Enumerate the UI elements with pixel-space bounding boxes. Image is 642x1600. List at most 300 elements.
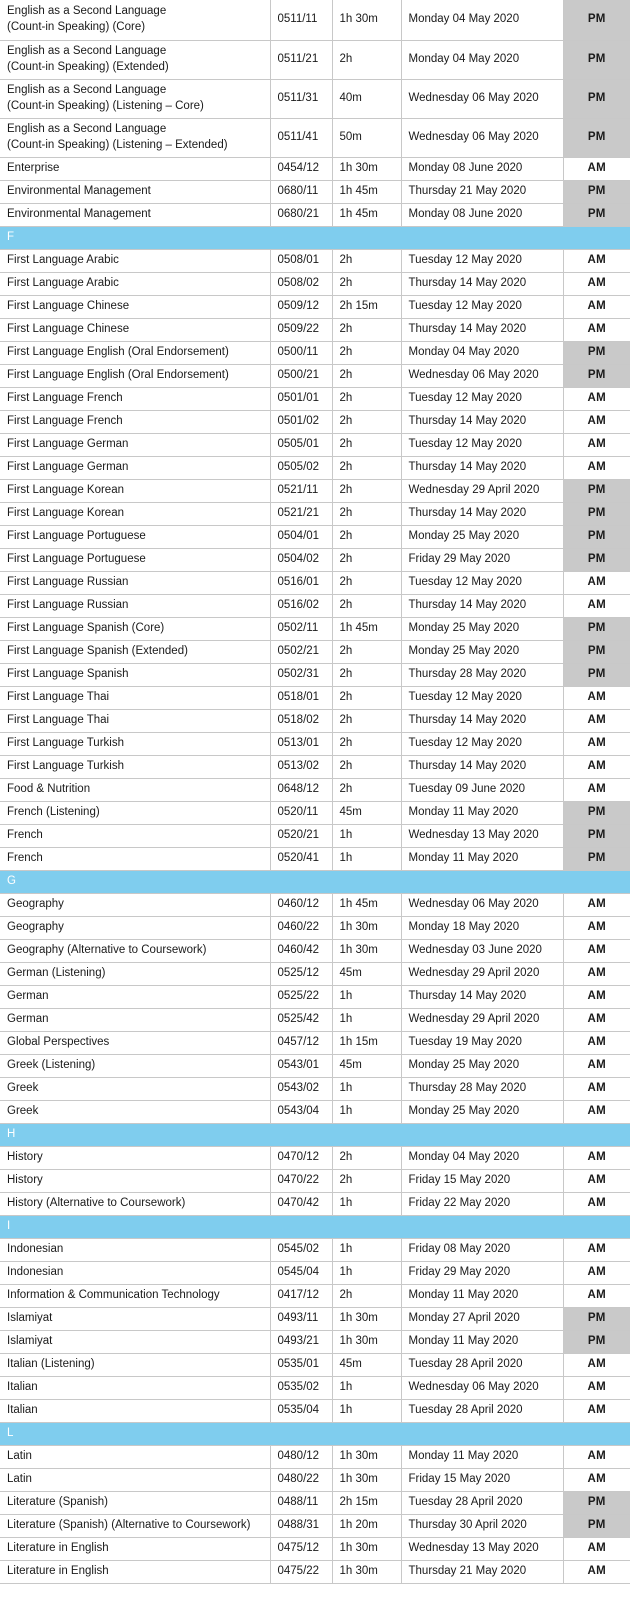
- date-cell: Thursday 14 May 2020: [401, 594, 563, 617]
- duration-cell: 45m: [332, 962, 401, 985]
- session-cell: AM: [563, 916, 630, 939]
- subject-cell: Islamiyat: [0, 1330, 270, 1353]
- session-cell: PM: [563, 0, 630, 40]
- section-letter: I: [0, 1215, 630, 1238]
- subject-cell: First Language Russian: [0, 594, 270, 617]
- session-cell: AM: [563, 433, 630, 456]
- table-row: [0, 1031, 630, 1054]
- table-row: [0, 916, 630, 939]
- subject-cell: Italian: [0, 1376, 270, 1399]
- date-cell: Tuesday 09 June 2020: [401, 778, 563, 801]
- subject-cell: First Language German: [0, 433, 270, 456]
- date-cell: Tuesday 12 May 2020: [401, 686, 563, 709]
- date-cell: Wednesday 06 May 2020: [401, 364, 563, 387]
- date-cell: Friday 15 May 2020: [401, 1169, 563, 1192]
- code-cell: 0648/12: [270, 778, 332, 801]
- session-cell: PM: [563, 525, 630, 548]
- section-header-g: [0, 870, 630, 893]
- date-cell: Wednesday 13 May 2020: [401, 824, 563, 847]
- duration-cell: 2h: [332, 1146, 401, 1169]
- session-cell: PM: [563, 1514, 630, 1537]
- table-row: [0, 1284, 630, 1307]
- table-row: [0, 157, 630, 180]
- date-cell: Friday 22 May 2020: [401, 1192, 563, 1215]
- session-cell: AM: [563, 985, 630, 1008]
- duration-cell: 1h 30m: [332, 939, 401, 962]
- date-cell: Tuesday 12 May 2020: [401, 295, 563, 318]
- code-cell: 0543/01: [270, 1054, 332, 1077]
- code-cell: 0504/02: [270, 548, 332, 571]
- code-cell: 0417/12: [270, 1284, 332, 1307]
- session-cell: AM: [563, 1192, 630, 1215]
- session-cell: PM: [563, 847, 630, 870]
- code-cell: 0460/12: [270, 893, 332, 916]
- code-cell: 0511/31: [270, 79, 332, 118]
- table-row: [0, 1054, 630, 1077]
- subject-cell: Geography: [0, 893, 270, 916]
- section-header-f: [0, 226, 630, 249]
- table-row: [0, 755, 630, 778]
- table-row: [0, 1353, 630, 1376]
- duration-cell: 2h: [332, 502, 401, 525]
- table-row: [0, 594, 630, 617]
- session-cell: AM: [563, 1537, 630, 1560]
- code-cell: 0535/04: [270, 1399, 332, 1422]
- subject-cell: English as a Second Language (Count-in Speaking) (Listening – Core): [0, 79, 270, 118]
- duration-cell: 1h: [332, 1376, 401, 1399]
- subject-cell: First Language Spanish (Core): [0, 617, 270, 640]
- duration-cell: 1h: [332, 824, 401, 847]
- session-cell: AM: [563, 410, 630, 433]
- duration-cell: 2h: [332, 433, 401, 456]
- subject-cell: French: [0, 847, 270, 870]
- duration-cell: 2h: [332, 732, 401, 755]
- duration-cell: 2h: [332, 479, 401, 502]
- session-cell: AM: [563, 1031, 630, 1054]
- duration-cell: 1h 30m: [332, 0, 401, 40]
- duration-cell: 1h 30m: [332, 1537, 401, 1560]
- table-row: [0, 118, 630, 157]
- code-cell: 0545/02: [270, 1238, 332, 1261]
- code-cell: 0511/11: [270, 0, 332, 40]
- code-cell: 0505/01: [270, 433, 332, 456]
- date-cell: Tuesday 12 May 2020: [401, 433, 563, 456]
- subject-cell: Italian: [0, 1399, 270, 1422]
- duration-cell: 1h: [332, 1100, 401, 1123]
- code-cell: 0460/22: [270, 916, 332, 939]
- table-row: [0, 847, 630, 870]
- date-cell: Friday 29 May 2020: [401, 1261, 563, 1284]
- code-cell: 0543/04: [270, 1100, 332, 1123]
- date-cell: Thursday 14 May 2020: [401, 502, 563, 525]
- table-row: [0, 341, 630, 364]
- date-cell: Thursday 14 May 2020: [401, 410, 563, 433]
- table-row: [0, 1169, 630, 1192]
- subject-cell: First Language Korean: [0, 479, 270, 502]
- duration-cell: 1h: [332, 1261, 401, 1284]
- duration-cell: 1h 45m: [332, 180, 401, 203]
- session-cell: AM: [563, 571, 630, 594]
- table-row: [0, 801, 630, 824]
- table-row: [0, 1192, 630, 1215]
- subject-cell: Geography (Alternative to Coursework): [0, 939, 270, 962]
- table-row: [0, 79, 630, 118]
- table-row: [0, 249, 630, 272]
- date-cell: Monday 25 May 2020: [401, 640, 563, 663]
- code-cell: 0508/02: [270, 272, 332, 295]
- table-row: [0, 0, 630, 40]
- date-cell: Monday 04 May 2020: [401, 341, 563, 364]
- subject-cell: Food & Nutrition: [0, 778, 270, 801]
- session-cell: PM: [563, 341, 630, 364]
- session-cell: PM: [563, 548, 630, 571]
- subject-cell: Literature in English: [0, 1537, 270, 1560]
- duration-cell: 2h: [332, 663, 401, 686]
- subject-cell: Greek: [0, 1077, 270, 1100]
- date-cell: Tuesday 12 May 2020: [401, 249, 563, 272]
- table-row: [0, 709, 630, 732]
- date-cell: Tuesday 12 May 2020: [401, 571, 563, 594]
- table-row: [0, 1146, 630, 1169]
- date-cell: Monday 04 May 2020: [401, 40, 563, 79]
- code-cell: 0525/12: [270, 962, 332, 985]
- subject-cell: First Language Portuguese: [0, 548, 270, 571]
- subject-cell: Information & Communication Technology: [0, 1284, 270, 1307]
- subject-cell: Latin: [0, 1445, 270, 1468]
- date-cell: Monday 27 April 2020: [401, 1307, 563, 1330]
- duration-cell: 1h: [332, 1008, 401, 1031]
- date-cell: Friday 29 May 2020: [401, 548, 563, 571]
- subject-cell: History: [0, 1146, 270, 1169]
- date-cell: Monday 04 May 2020: [401, 1146, 563, 1169]
- date-cell: Monday 08 June 2020: [401, 157, 563, 180]
- session-cell: PM: [563, 1330, 630, 1353]
- date-cell: Thursday 14 May 2020: [401, 985, 563, 1008]
- code-cell: 0513/02: [270, 755, 332, 778]
- subject-cell: Greek (Listening): [0, 1054, 270, 1077]
- table-row: [0, 778, 630, 801]
- code-cell: 0480/22: [270, 1468, 332, 1491]
- date-cell: Thursday 14 May 2020: [401, 318, 563, 341]
- code-cell: 0488/31: [270, 1514, 332, 1537]
- subject-cell: First Language Turkish: [0, 732, 270, 755]
- duration-cell: 1h 30m: [332, 1307, 401, 1330]
- subject-cell: Islamiyat: [0, 1307, 270, 1330]
- subject-cell: Enterprise: [0, 157, 270, 180]
- duration-cell: 1h 20m: [332, 1514, 401, 1537]
- code-cell: 0454/12: [270, 157, 332, 180]
- section-letter: F: [0, 226, 630, 249]
- date-cell: Monday 11 May 2020: [401, 847, 563, 870]
- session-cell: AM: [563, 272, 630, 295]
- duration-cell: 1h: [332, 1238, 401, 1261]
- table-row: [0, 548, 630, 571]
- subject-cell: German (Listening): [0, 962, 270, 985]
- date-cell: Monday 11 May 2020: [401, 1284, 563, 1307]
- session-cell: AM: [563, 1169, 630, 1192]
- section-header-h: [0, 1123, 630, 1146]
- code-cell: 0516/01: [270, 571, 332, 594]
- code-cell: 0501/01: [270, 387, 332, 410]
- date-cell: Wednesday 06 May 2020: [401, 893, 563, 916]
- subject-cell: First Language German: [0, 456, 270, 479]
- duration-cell: 2h: [332, 318, 401, 341]
- table-row: [0, 1491, 630, 1514]
- subject-cell: Global Perspectives: [0, 1031, 270, 1054]
- code-cell: 0502/11: [270, 617, 332, 640]
- section-header-i: [0, 1215, 630, 1238]
- table-row: [0, 1008, 630, 1031]
- duration-cell: 1h 45m: [332, 893, 401, 916]
- table-row: [0, 387, 630, 410]
- table-row: [0, 525, 630, 548]
- table-row: [0, 824, 630, 847]
- code-cell: 0535/02: [270, 1376, 332, 1399]
- code-cell: 0545/04: [270, 1261, 332, 1284]
- section-letter: H: [0, 1123, 630, 1146]
- duration-cell: 1h: [332, 1192, 401, 1215]
- duration-cell: 2h: [332, 640, 401, 663]
- table-row: [0, 571, 630, 594]
- table-row: [0, 364, 630, 387]
- table-row: [0, 1307, 630, 1330]
- section-letter: L: [0, 1422, 630, 1445]
- session-cell: AM: [563, 893, 630, 916]
- date-cell: Monday 08 June 2020: [401, 203, 563, 226]
- code-cell: 0525/22: [270, 985, 332, 1008]
- code-cell: 0680/21: [270, 203, 332, 226]
- code-cell: 0488/11: [270, 1491, 332, 1514]
- session-cell: PM: [563, 502, 630, 525]
- duration-cell: 2h: [332, 525, 401, 548]
- session-cell: AM: [563, 1560, 630, 1583]
- code-cell: 0502/21: [270, 640, 332, 663]
- subject-cell: Environmental Management: [0, 180, 270, 203]
- duration-cell: 2h: [332, 1284, 401, 1307]
- session-cell: AM: [563, 295, 630, 318]
- session-cell: AM: [563, 594, 630, 617]
- duration-cell: 1h: [332, 847, 401, 870]
- table-row: [0, 686, 630, 709]
- duration-cell: 50m: [332, 118, 401, 157]
- duration-cell: 1h 45m: [332, 203, 401, 226]
- subject-cell: First Language Turkish: [0, 755, 270, 778]
- session-cell: AM: [563, 1008, 630, 1031]
- date-cell: Thursday 28 May 2020: [401, 663, 563, 686]
- duration-cell: 45m: [332, 1054, 401, 1077]
- subject-cell: English as a Second Language (Count-in Speaking) (Listening – Extended): [0, 118, 270, 157]
- table-row: [0, 272, 630, 295]
- date-cell: Thursday 30 April 2020: [401, 1514, 563, 1537]
- session-cell: PM: [563, 180, 630, 203]
- duration-cell: 1h: [332, 1399, 401, 1422]
- duration-cell: 2h 15m: [332, 1491, 401, 1514]
- subject-cell: First Language English (Oral Endorsement): [0, 364, 270, 387]
- session-cell: PM: [563, 617, 630, 640]
- code-cell: 0475/22: [270, 1560, 332, 1583]
- subject-cell: Greek: [0, 1100, 270, 1123]
- duration-cell: 2h 15m: [332, 295, 401, 318]
- subject-cell: Indonesian: [0, 1261, 270, 1284]
- table-row: [0, 1514, 630, 1537]
- session-cell: AM: [563, 962, 630, 985]
- date-cell: Wednesday 29 April 2020: [401, 1008, 563, 1031]
- code-cell: 0513/01: [270, 732, 332, 755]
- session-cell: PM: [563, 479, 630, 502]
- table-row: [0, 410, 630, 433]
- subject-cell: First Language French: [0, 410, 270, 433]
- code-cell: 0470/42: [270, 1192, 332, 1215]
- code-cell: 0543/02: [270, 1077, 332, 1100]
- subject-cell: English as a Second Language (Count-in Speaking) (Core): [0, 0, 270, 40]
- duration-cell: 2h: [332, 686, 401, 709]
- subject-cell: French: [0, 824, 270, 847]
- date-cell: Tuesday 12 May 2020: [401, 732, 563, 755]
- duration-cell: 1h 45m: [332, 617, 401, 640]
- date-cell: Friday 15 May 2020: [401, 1468, 563, 1491]
- session-cell: AM: [563, 1353, 630, 1376]
- table-row: [0, 1261, 630, 1284]
- code-cell: 0509/12: [270, 295, 332, 318]
- duration-cell: 1h 15m: [332, 1031, 401, 1054]
- subject-cell: First Language Spanish (Extended): [0, 640, 270, 663]
- session-cell: AM: [563, 1399, 630, 1422]
- subject-cell: First Language English (Oral Endorsement): [0, 341, 270, 364]
- subject-cell: German: [0, 985, 270, 1008]
- code-cell: 0500/11: [270, 341, 332, 364]
- session-cell: AM: [563, 732, 630, 755]
- subject-cell: Italian (Listening): [0, 1353, 270, 1376]
- table-row: [0, 1468, 630, 1491]
- code-cell: 0516/02: [270, 594, 332, 617]
- code-cell: 0470/22: [270, 1169, 332, 1192]
- code-cell: 0518/01: [270, 686, 332, 709]
- duration-cell: 45m: [332, 801, 401, 824]
- duration-cell: 2h: [332, 548, 401, 571]
- table-row: [0, 1077, 630, 1100]
- session-cell: AM: [563, 1468, 630, 1491]
- duration-cell: 2h: [332, 249, 401, 272]
- date-cell: Thursday 14 May 2020: [401, 272, 563, 295]
- subject-cell: Geography: [0, 916, 270, 939]
- code-cell: 0520/41: [270, 847, 332, 870]
- subject-cell: English as a Second Language (Count-in Speaking) (Extended): [0, 40, 270, 79]
- code-cell: 0518/02: [270, 709, 332, 732]
- table-row: [0, 617, 630, 640]
- subject-cell: German: [0, 1008, 270, 1031]
- date-cell: Tuesday 28 April 2020: [401, 1399, 563, 1422]
- code-cell: 0505/02: [270, 456, 332, 479]
- duration-cell: 2h: [332, 594, 401, 617]
- duration-cell: 1h 30m: [332, 157, 401, 180]
- duration-cell: 2h: [332, 410, 401, 433]
- session-cell: PM: [563, 118, 630, 157]
- table-row: [0, 40, 630, 79]
- code-cell: 0500/21: [270, 364, 332, 387]
- date-cell: Thursday 14 May 2020: [401, 709, 563, 732]
- duration-cell: 2h: [332, 1169, 401, 1192]
- date-cell: Tuesday 12 May 2020: [401, 387, 563, 410]
- duration-cell: 2h: [332, 709, 401, 732]
- table-row: [0, 1238, 630, 1261]
- subject-cell: Literature (Spanish): [0, 1491, 270, 1514]
- table-row: [0, 180, 630, 203]
- session-cell: AM: [563, 1445, 630, 1468]
- session-cell: PM: [563, 1307, 630, 1330]
- session-cell: PM: [563, 801, 630, 824]
- session-cell: AM: [563, 709, 630, 732]
- session-cell: AM: [563, 1238, 630, 1261]
- session-cell: AM: [563, 1284, 630, 1307]
- date-cell: Monday 25 May 2020: [401, 525, 563, 548]
- date-cell: Wednesday 29 April 2020: [401, 479, 563, 502]
- date-cell: Wednesday 06 May 2020: [401, 118, 563, 157]
- date-cell: Monday 11 May 2020: [401, 1445, 563, 1468]
- session-cell: AM: [563, 755, 630, 778]
- subject-cell: Latin: [0, 1468, 270, 1491]
- code-cell: 0520/21: [270, 824, 332, 847]
- session-cell: AM: [563, 1054, 630, 1077]
- session-cell: PM: [563, 1491, 630, 1514]
- section-header-l: [0, 1422, 630, 1445]
- session-cell: AM: [563, 456, 630, 479]
- duration-cell: 2h: [332, 456, 401, 479]
- date-cell: Monday 25 May 2020: [401, 617, 563, 640]
- subject-cell: First Language Chinese: [0, 318, 270, 341]
- table-row: [0, 985, 630, 1008]
- table-row: [0, 962, 630, 985]
- duration-cell: 1h: [332, 985, 401, 1008]
- date-cell: Wednesday 13 May 2020: [401, 1537, 563, 1560]
- code-cell: 0480/12: [270, 1445, 332, 1468]
- date-cell: Wednesday 06 May 2020: [401, 1376, 563, 1399]
- session-cell: PM: [563, 663, 630, 686]
- session-cell: PM: [563, 79, 630, 118]
- table-row: [0, 295, 630, 318]
- session-cell: AM: [563, 1261, 630, 1284]
- code-cell: 0460/42: [270, 939, 332, 962]
- table-row: [0, 1330, 630, 1353]
- duration-cell: 2h: [332, 272, 401, 295]
- date-cell: Monday 04 May 2020: [401, 0, 563, 40]
- date-cell: Monday 11 May 2020: [401, 1330, 563, 1353]
- table-row: [0, 939, 630, 962]
- date-cell: Wednesday 29 April 2020: [401, 962, 563, 985]
- session-cell: AM: [563, 1077, 630, 1100]
- code-cell: 0508/01: [270, 249, 332, 272]
- session-cell: AM: [563, 778, 630, 801]
- duration-cell: 40m: [332, 79, 401, 118]
- session-cell: AM: [563, 686, 630, 709]
- duration-cell: 1h: [332, 1077, 401, 1100]
- code-cell: 0457/12: [270, 1031, 332, 1054]
- duration-cell: 1h 30m: [332, 1330, 401, 1353]
- date-cell: Monday 11 May 2020: [401, 801, 563, 824]
- table-row: [0, 1399, 630, 1422]
- table-row: [0, 1445, 630, 1468]
- date-cell: Thursday 21 May 2020: [401, 180, 563, 203]
- duration-cell: 1h 30m: [332, 1445, 401, 1468]
- subject-cell: First Language Chinese: [0, 295, 270, 318]
- code-cell: 0511/21: [270, 40, 332, 79]
- table-row: [0, 433, 630, 456]
- date-cell: Tuesday 28 April 2020: [401, 1353, 563, 1376]
- subject-cell: Literature in English: [0, 1560, 270, 1583]
- subject-cell: Literature (Spanish) (Alternative to Coursework): [0, 1514, 270, 1537]
- session-cell: AM: [563, 387, 630, 410]
- code-cell: 0525/42: [270, 1008, 332, 1031]
- code-cell: 0520/11: [270, 801, 332, 824]
